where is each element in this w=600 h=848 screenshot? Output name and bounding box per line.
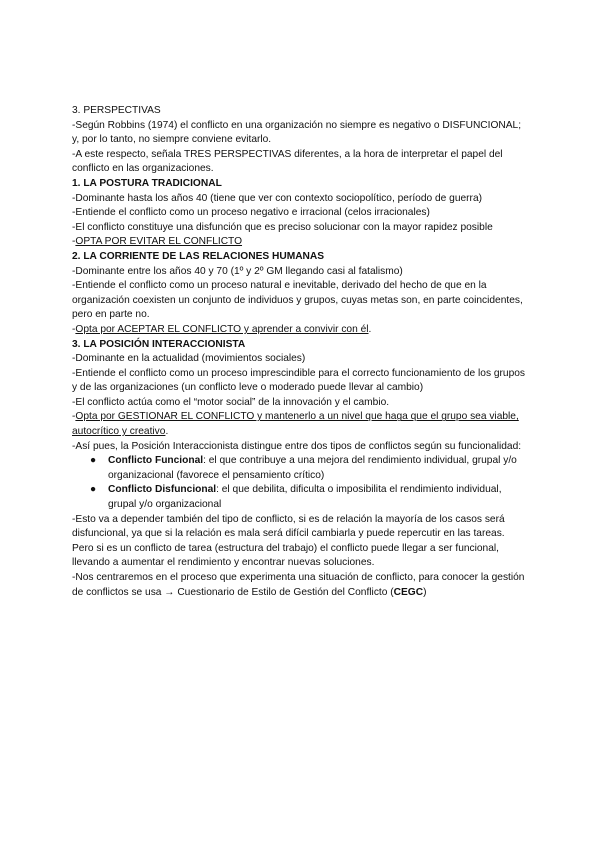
s1-line-2: -Entiende el conflicto como un proceso negativo e irracional (celos irracionales) (72, 207, 430, 219)
intro-paragraph-2: -A este respecto, señala TRES PERSPECTIVAS diferentes, a la hora de interpretar el papel del conflicto en las organizaciones. (72, 148, 503, 175)
s1-option (72, 235, 528, 250)
final-suffix: ) (423, 586, 427, 598)
final-acronym: CEGC (393, 586, 424, 598)
heading-relaciones-humanas: 2. LA CORRIENTE DE LAS RELACIONES HUMANAS (72, 250, 325, 262)
s1-option-text: OPTA POR EVITAR EL CONFLICTO (75, 236, 243, 248)
s3-line-2: -Entiende el conflicto como un proceso imprescindible para el correcto funcionamiento de los grupos y de las organizaciones (un conflicto leve o moderado puede llevar al cambio) (72, 367, 526, 394)
s2-option-text: Opta por ACEPTAR EL CONFLICTO y aprender a convivir con él (75, 323, 369, 335)
final-prefix: -Nos centraremos en el proceso que experimenta una situación de conflicto, para conocer la gestión de conflictos se usa → Cuestionario de Estilo de Gestión del Conflicto ( (72, 572, 525, 598)
bullet-icon: ● (90, 455, 97, 467)
s3-after-text: -Así pues, la Posición Interaccionista distingue entre dos tipos de conflictos según su funcionalidad: (72, 440, 522, 452)
conflict-types-list (72, 454, 528, 512)
s3-line-1: -Dominante en la actualidad (movimientos sociales) (72, 353, 306, 365)
s3-line-3: -El conflicto actúa como el “motor social” de la innovación y el cambio. (72, 396, 390, 408)
final-paragraph (72, 571, 528, 600)
s2-line-1: -Dominante entre los años 40 y 70 (1º y 2º GM llegando casi al fatalismo) (72, 265, 403, 277)
s2-option-prefix: - (72, 323, 76, 335)
bullet-icon: ● (90, 484, 97, 496)
s2-line-2: -Entiende el conflicto como un proceso natural e inevitable, derivado del hecho de que en la organización coexisten un conjunto de individuos y grupos, cuyas metas son, en parte coincidentes, pero en parte no. (72, 280, 523, 321)
closing-paragraph: -Esto va a depender también del tipo de conflicto, si es de relación la mayoría de los casos será disfuncional, ya que si la relación es mala será difícil cambiarla y puede repercutir en las tareas. Pero si es un conflicto de tarea (estructura del trabajo) el conflicto puede llegar a ser funcional, llevando a aumentar el rendimiento y encontrar nuevas soluciones. (72, 513, 505, 569)
s3-option-suffix: . (165, 426, 169, 438)
intro-paragraph-1: -Según Robbins (1974) el conflicto en una organización no siempre es negativo o DISFUNCIONAL; y, por lo tanto, no siempre conviene evitarlo. (72, 119, 522, 146)
heading-posicion-interaccionista: 3. LA POSICIÓN INTERACCIONISTA (72, 338, 246, 350)
s3-option (72, 410, 528, 439)
bullet-text: : el que debilita, dificulta o imposibilita el rendimiento individual, grupal y/o organizacional (108, 484, 502, 511)
s1-line-1: -Dominante hasta los años 40 (tiene que ver con contexto sociopolítico, período de guerra) (72, 192, 483, 204)
document-page (72, 104, 528, 600)
s3-option-prefix: - (72, 411, 76, 423)
bullet-term: Conflicto Funcional (108, 455, 204, 467)
s3-option-text: Opta por GESTIONAR EL CONFLICTO y mantenerlo a un nivel que haga que el grupo sea viable, autocrítico y creativo (72, 411, 519, 438)
s1-option-prefix: - (72, 236, 76, 248)
list-item (72, 454, 528, 483)
heading-postura-tradicional: 1. LA POSTURA TRADICIONAL (72, 177, 222, 189)
section-title: 3. PERSPECTIVAS (72, 105, 161, 116)
bullet-text: : el que contribuye a una mejora del rendimiento individual, grupal y/o organizacional (favorece el pensamiento crítico) (108, 455, 517, 481)
s2-option-suffix: . (368, 323, 372, 335)
list-item (72, 483, 528, 512)
s2-option (72, 323, 528, 338)
s1-line-3: -El conflicto constituye una disfunción que es preciso solucionar con la mayor rapidez posible (72, 221, 493, 233)
bullet-term: Conflicto Disfuncional (108, 484, 217, 496)
